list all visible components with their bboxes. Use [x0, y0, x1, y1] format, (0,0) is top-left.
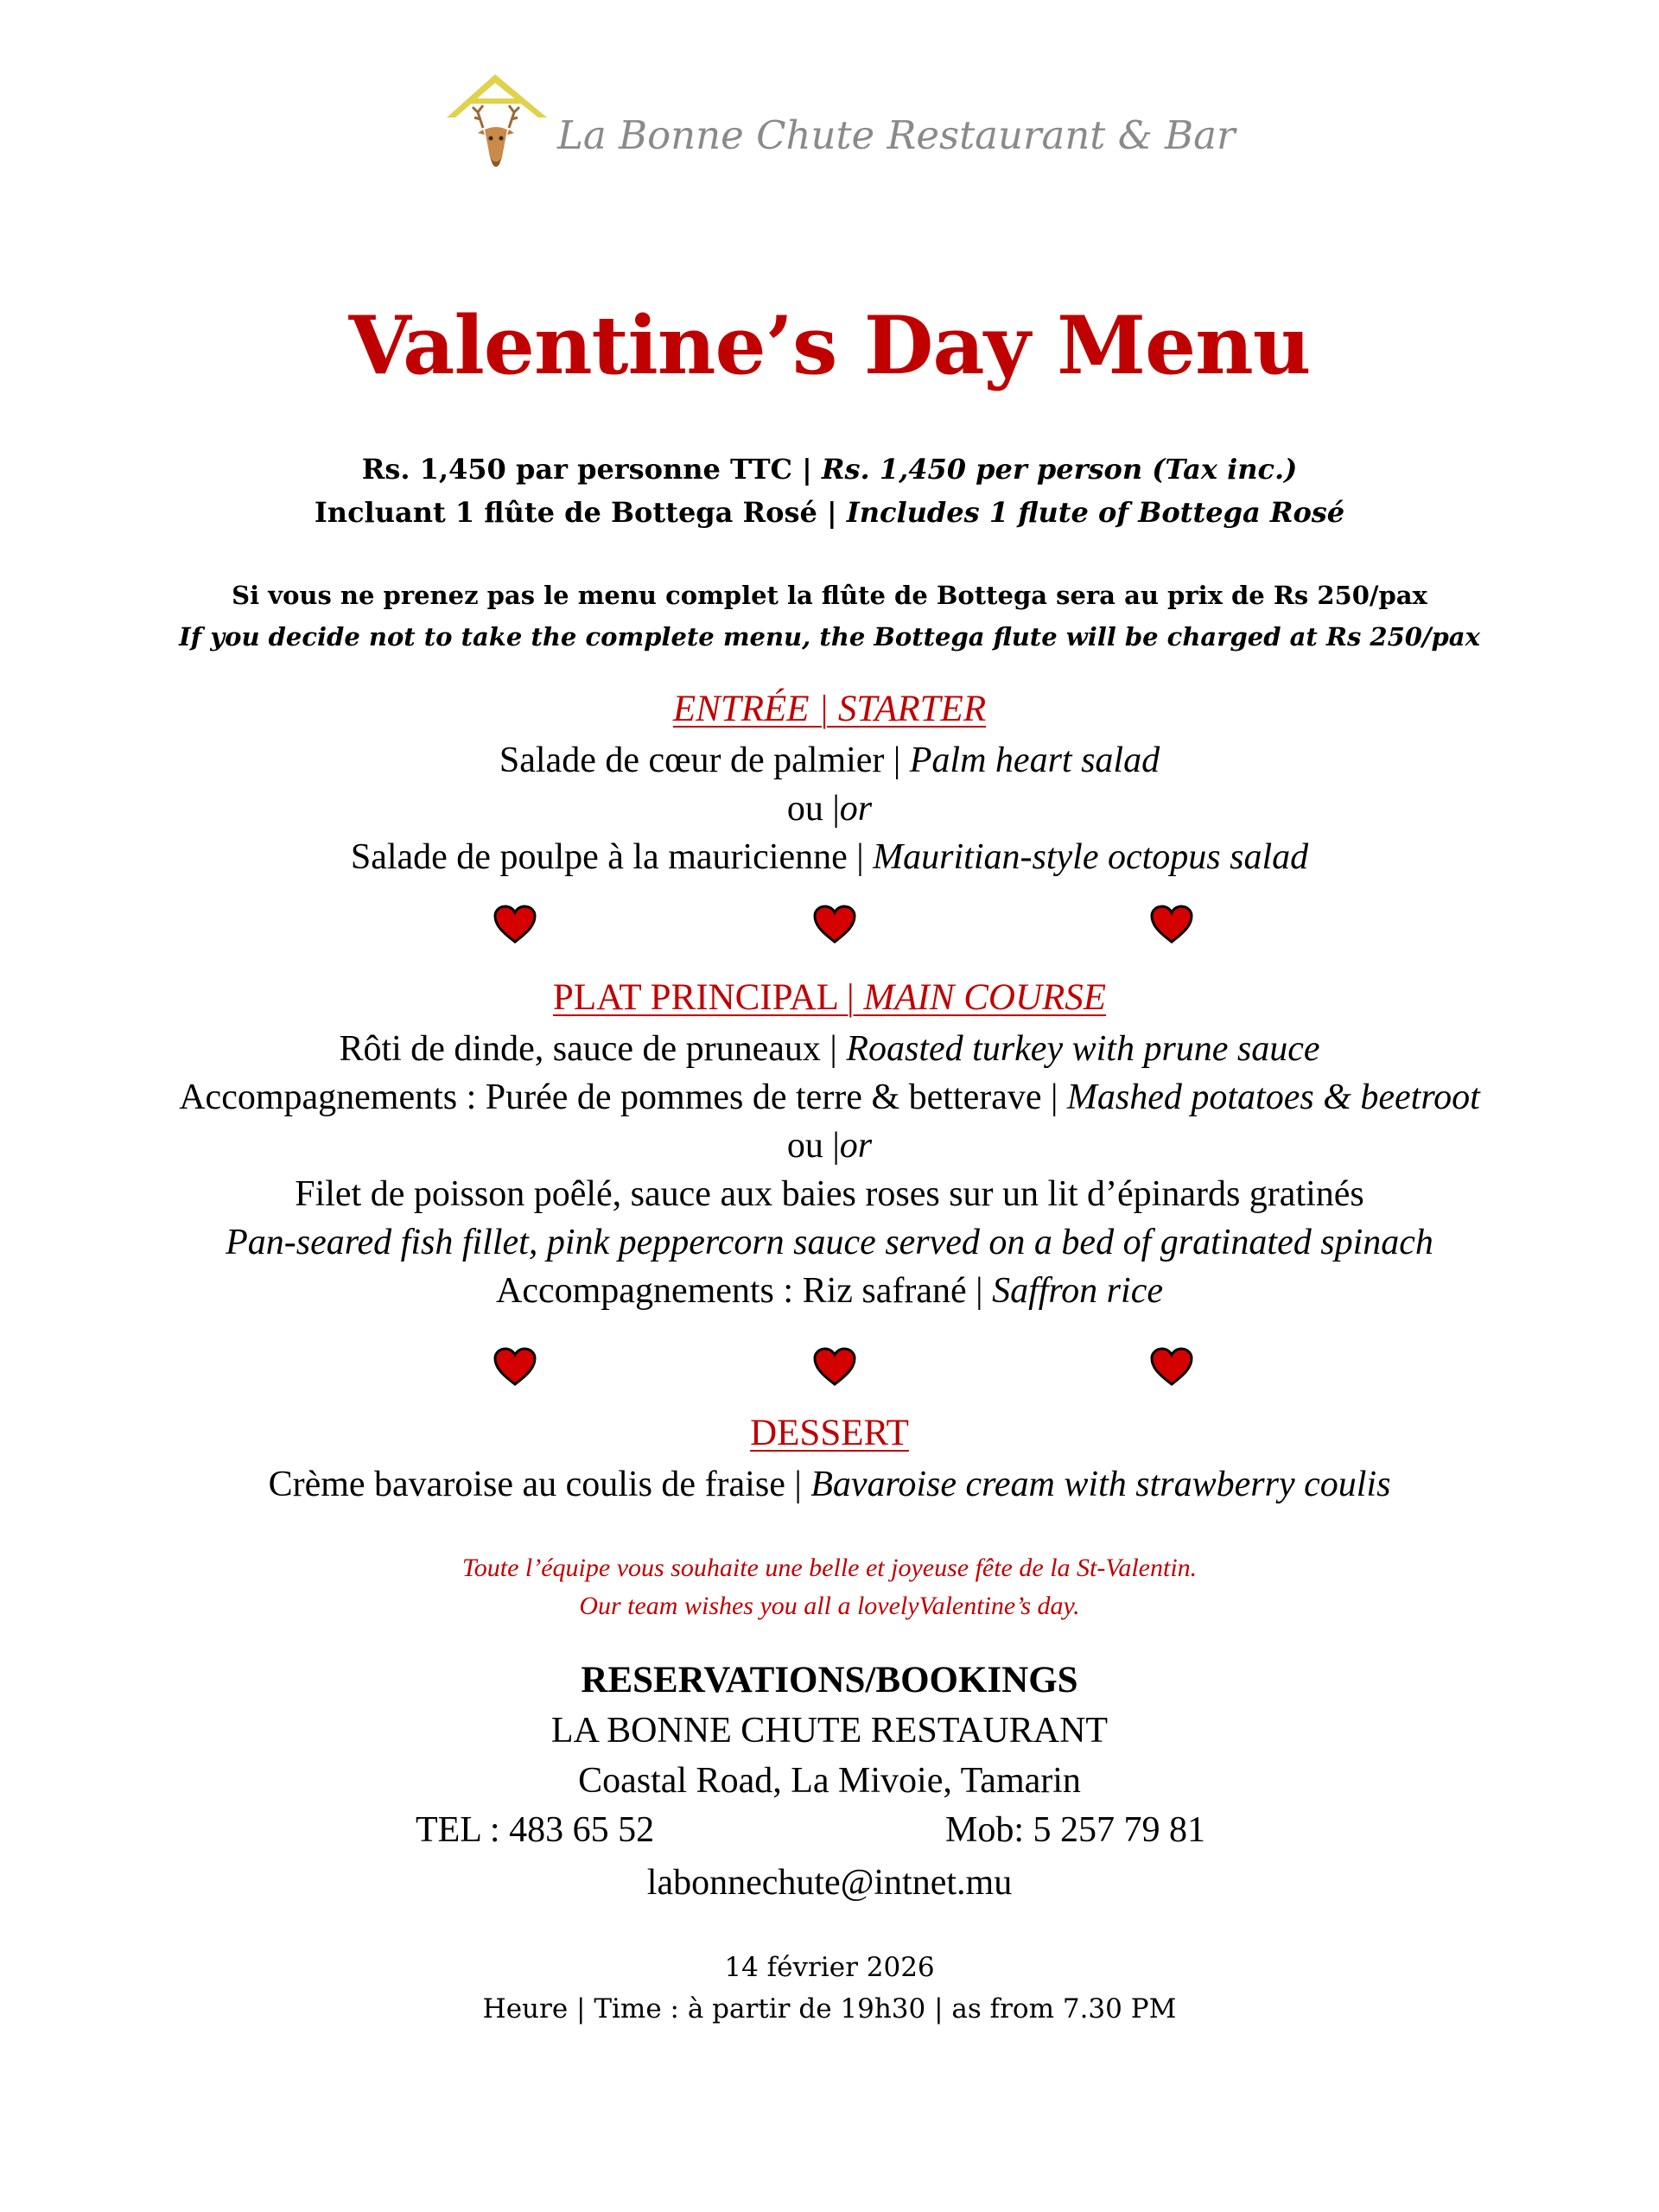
- main-sides-2: [0, 1267, 1659, 1315]
- mobile-number[interactable]: Mob: 5 257 79 81: [945, 1810, 1206, 1850]
- price-en: Rs. 1,450 per person (Tax inc.): [821, 453, 1298, 486]
- main-heading-fr: PLAT PRINCIPAL |: [552, 977, 864, 1018]
- address: Coastal Road, La Mivoie, Tamarin: [578, 1761, 1081, 1801]
- hearts-divider: [0, 1346, 1659, 1395]
- starter-option-2-en: Mauritian-style octopus salad: [873, 837, 1309, 877]
- dessert-option-en: Bavaroise cream with strawberry coulis: [810, 1465, 1391, 1504]
- starter-option-1: [0, 736, 1659, 785]
- hearts-divider: [0, 904, 1659, 952]
- logo-text: La Bonne Chute Restaurant & Bar: [557, 112, 1236, 158]
- restaurant-name: LA BONNE CHUTE RESTAURANT: [550, 1711, 1109, 1751]
- closing-en: Our team wishes you all a lovelyValentine’s day.: [579, 1592, 1080, 1620]
- main-sides-2-fr: Accompagnements : Riz safrané |: [496, 1271, 993, 1311]
- heart-icon: [1149, 904, 1194, 945]
- main-option-2-fr: Filet de poisson poêlé, sauce aux baies roses sur un lit d’épinards gratinés: [295, 1174, 1364, 1214]
- notice-en: If you decide not to take the complete menu, the Bottega flute will be charged at Rs 250/pax: [179, 622, 1480, 652]
- starter-option-2-fr: Salade de poulpe à la mauricienne |: [350, 837, 874, 877]
- price-line-2: [0, 491, 1659, 534]
- price-fr: Rs. 1,450 par personne TTC |: [361, 453, 822, 486]
- dessert-heading: DESSERT: [750, 1413, 909, 1453]
- starter-option-1-en: Palm heart salad: [909, 741, 1160, 780]
- main-option-1-fr: Rôti de dinde, sauce de pruneaux |: [339, 1029, 847, 1069]
- main-sides-1-fr: Accompagnements : Purée de pommes de terre & betterave |: [179, 1077, 1067, 1117]
- includes-en: Includes 1 flute of Bottega Rosé: [846, 496, 1345, 529]
- reservations-heading: RESERVATIONS/BOOKINGS: [581, 1660, 1078, 1700]
- price-line-1: [0, 448, 1659, 491]
- email-link[interactable]: labonnechute@intnet.mu: [646, 1863, 1013, 1903]
- starter-option-1-fr: Salade de cœur de palmier |: [499, 741, 910, 780]
- or-fr: ou |: [786, 1126, 840, 1166]
- deer-head-icon: [445, 67, 549, 180]
- includes-fr: Incluant 1 flûte de Bottega Rosé |: [314, 496, 847, 529]
- main-heading: [0, 976, 1659, 1019]
- starter-or: [0, 785, 1659, 833]
- notice-fr: Si vous ne prenez pas le menu complet la flûte de Bottega sera au prix de Rs 250/pax: [232, 581, 1427, 610]
- dessert-option: [0, 1460, 1659, 1509]
- main-sides-1: [0, 1073, 1659, 1122]
- heart-icon: [812, 904, 857, 945]
- starter-option-2: [0, 833, 1659, 881]
- dessert-option-fr: Crème bavaroise au coulis de fraise |: [268, 1465, 811, 1504]
- heart-icon: [1149, 1346, 1194, 1388]
- or-en: or: [839, 789, 873, 829]
- main-sides-2-en: Saffron rice: [992, 1271, 1163, 1311]
- or-fr: ou |: [786, 789, 840, 829]
- heart-icon: [493, 1346, 537, 1388]
- main-or: [0, 1122, 1659, 1170]
- restaurant-logo: [445, 67, 1236, 180]
- event-time: Heure | Time : à partir de 19h30 | as from 7.30 PM: [482, 1993, 1177, 2024]
- heart-icon: [493, 904, 537, 945]
- page-title: Valentine’s Day Menu: [348, 298, 1311, 392]
- main-option-1-en: Roasted turkey with prune sauce: [846, 1029, 1320, 1069]
- starter-heading: ENTRÉE | STARTER: [672, 689, 987, 729]
- phone-number[interactable]: TEL : 483 65 52: [416, 1810, 655, 1850]
- closing-fr: Toute l’équipe vous souhaite une belle et joyeuse fête de la St-Valentin.: [461, 1554, 1198, 1582]
- event-date: 14 février 2026: [724, 1952, 935, 1983]
- main-sides-1-en: Mashed potatoes & beetroot: [1066, 1077, 1480, 1117]
- main-option-1: [0, 1025, 1659, 1073]
- main-heading-en: MAIN COURSE: [863, 977, 1107, 1018]
- main-option-2-en: Pan-seared fish fillet, pink peppercorn sauce served on a bed of gratinated spinach: [226, 1223, 1433, 1262]
- or-en: or: [839, 1126, 873, 1166]
- heart-icon: [812, 1346, 857, 1388]
